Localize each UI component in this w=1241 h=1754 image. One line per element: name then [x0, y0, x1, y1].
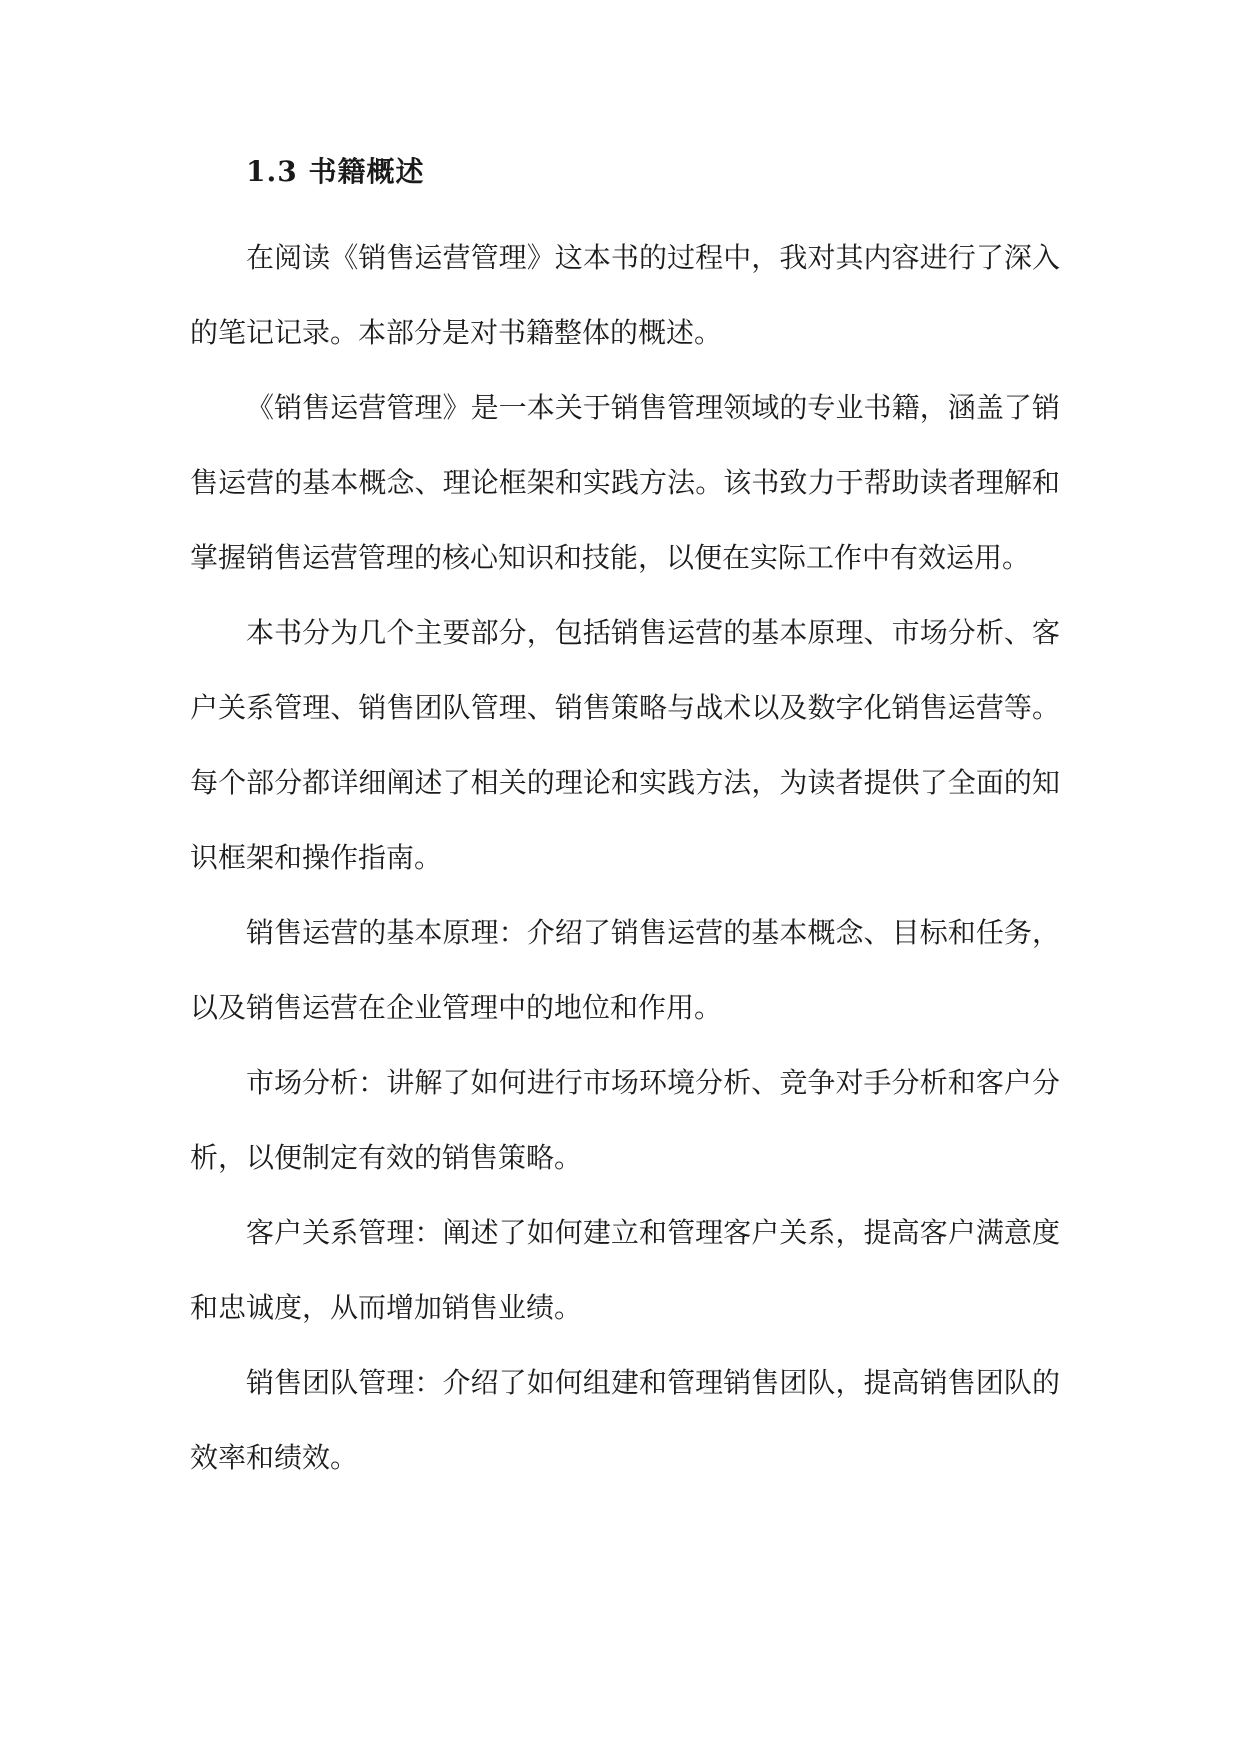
paragraph-customer-relations: 客户关系管理：阐述了如何建立和管理客户关系，提高客户满意度和忠诚度，从而增加销售业绩。 [190, 1216, 1060, 1324]
section-heading: 1.3 书籍概述 [246, 155, 425, 188]
paragraph-market-analysis: 市场分析：讲解了如何进行市场环境分析、竞争对手分析和客户分析，以便制定有效的销售策略。 [190, 1066, 1060, 1174]
paragraph-book-structure: 本书分为几个主要部分，包括销售运营的基本原理、市场分析、客户关系管理、销售团队管理、销售策略与战术以及数字化销售运营等。每个部分都详细阐述了相关的理论和实践方法，为读者提供了全面的知识框架和操作指南。 [190, 616, 1060, 874]
paragraph-basic-principles: 销售运营的基本原理：介绍了销售运营的基本概念、目标和任务，以及销售运营在企业管理中的地位和作用。 [190, 916, 1060, 1024]
paragraph-sales-team: 销售团队管理：介绍了如何组建和管理销售团队，提高销售团队的效率和绩效。 [190, 1366, 1060, 1474]
document-body [190, 220, 1060, 1495]
paragraph-book-summary: 《销售运营管理》是一本关于销售管理领域的专业书籍，涵盖了销售运营的基本概念、理论框架和实践方法。该书致力于帮助读者理解和掌握销售运营管理的核心知识和技能，以便在实际工作中有效运用。 [190, 391, 1060, 574]
paragraph-intro: 在阅读《销售运营管理》这本书的过程中，我对其内容进行了深入的笔记记录。本部分是对书籍整体的概述。 [190, 241, 1060, 349]
